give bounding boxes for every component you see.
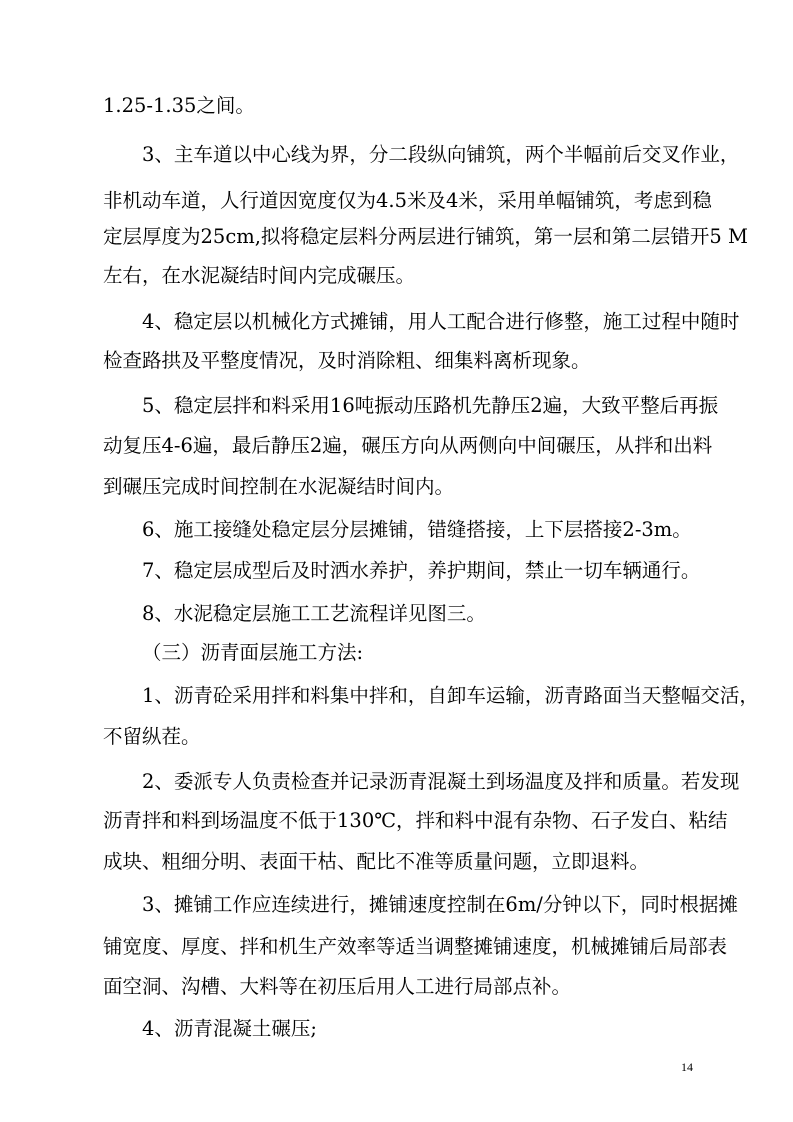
text-line-8: 5、稳定层拌和料采用16吨振动压路机先静压2遍，大致平整后再振 [142,394,719,417]
text-line-15: 1、沥青砼采用拌和料集中拌和，自卸车运输，沥青路面当天整幅交活， [142,684,759,707]
text-line-11: 6、施工接缝处稳定层分层摊铺，错缝搭接，上下层搭接2-3m。 [142,518,692,541]
text-line-3: 非机动车道，人行道因宽度仅为4.5米及4米，采用单幅铺筑，考虑到稳 [103,189,712,212]
page-number: 14 [681,1060,693,1074]
text-line-12: 7、稳定层成型后及时洒水养护，养护期间，禁止一切车辆通行。 [142,559,701,582]
text-line-7: 检查路拱及平整度情况，及时消除粗、细集料离析现象。 [103,349,591,372]
section-heading: （三）沥青面层施工方法: [142,641,364,664]
text-line-1: 1.25-1.35之间。 [103,94,255,117]
text-line-13: 8、水泥稳定层施工工艺流程详见图三。 [142,602,486,625]
text-line-16: 不留纵茬。 [103,725,201,748]
text-line-20: 3、摊铺工作应连续进行，摊铺速度控制在6m/分钟以下，同时根据摊 [142,893,738,916]
text-line-10: 到碾压完成时间控制在水泥凝结时间内。 [103,475,455,498]
text-line-17: 2、委派专人负责检查并记录沥青混凝土到场温度及拌和质量。若发现 [142,770,740,793]
text-line-4: 定层厚度为25cm,拟将稳定层料分两层进行铺筑，第一层和第二层错开5 M [103,225,748,248]
text-line-22: 面空洞、沟槽、大料等在初压后用人工进行局部点补。 [103,975,572,998]
text-line-23: 4、沥青混凝土碾压; [142,1017,317,1040]
text-line-18: 沥青拌和料到场温度不低于130℃，拌和料中混有杂物、石子发白、粘结 [103,809,728,832]
text-line-6: 4、稳定层以机械化方式摊铺，用人工配合进行修整，施工过程中随时 [142,310,740,333]
text-line-2: 3、主车道以中心线为界，分二段纵向铺筑，两个半幅前后交叉作业， [142,143,740,166]
text-line-21: 铺宽度、厚度、拌和机生产效率等适当调整摊铺速度，机械摊铺后局部表 [103,935,728,958]
text-line-19: 成块、粗细分明、表面干枯、配比不准等质量问题，立即退料。 [103,850,650,873]
text-line-5: 左右，在水泥凝结时间内完成碾压。 [103,264,416,287]
text-line-9: 动复压4-6遍，最后静压2遍，碾压方向从两侧向中间碾压，从拌和出料 [103,434,713,457]
